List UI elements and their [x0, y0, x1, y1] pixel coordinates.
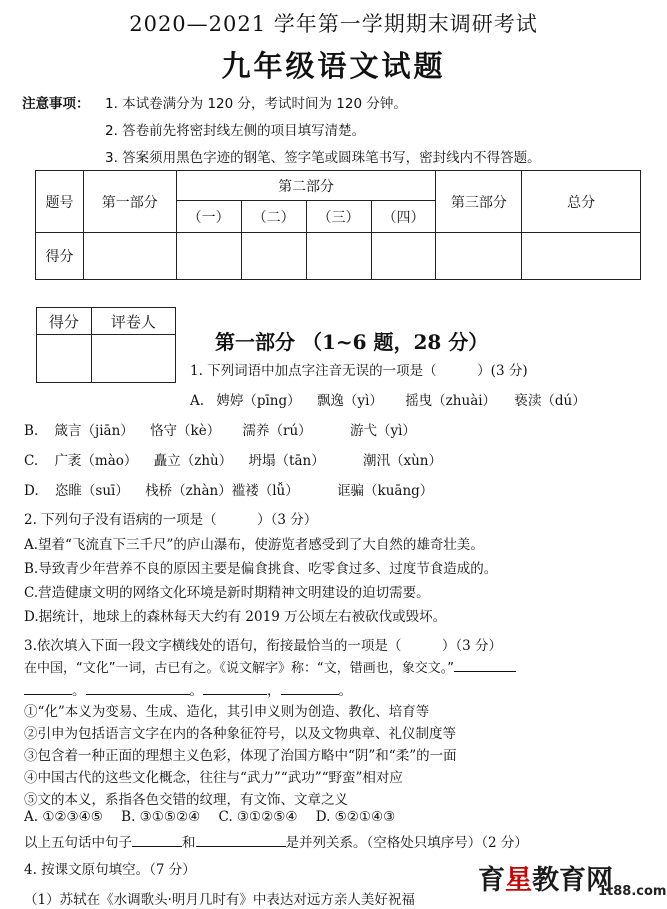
score-cell[interactable] [522, 233, 641, 280]
q3-choices: A. ①②③④⑤ B. ③①⑤②④ C. ③①②⑤④ D. ⑤②①④③ [24, 809, 396, 825]
row-score-label: 得分 [36, 233, 84, 280]
q3-sentence: ②引申为包括语言文字在内的各种象征符号，以及文物典章、礼仪制度等 [24, 726, 456, 742]
score-table [35, 170, 641, 280]
note-item: 3. 答案须用黑色字迹的钢笔、签字笔或圆珠笔书写，密封线内不得答题。 [105, 150, 541, 166]
note-item: 2. 答卷前先将密封线左侧的项目填写清楚。 [105, 123, 366, 139]
fill-blank[interactable] [203, 694, 267, 695]
grader-score-cell[interactable] [37, 335, 92, 383]
header-part2-sub: （二） [241, 201, 306, 233]
grader-box [36, 307, 176, 383]
header-part3: 第三部分 [436, 171, 522, 233]
score-cell[interactable] [176, 233, 241, 280]
exam-title: 2020—2021 学年第一学期期末调研考试 [129, 12, 538, 36]
header-part2-sub: （一） [176, 201, 241, 233]
watermark-logo: 育星教育网 [478, 865, 613, 896]
q2-option-b: B.导致青少年营养不良的原因主要是偏食挑食、吃零食过多、过度节食造成的。 [24, 561, 498, 577]
header-part2-sub: （三） [306, 201, 371, 233]
header-question-no: 题号 [36, 171, 84, 233]
q4-sub1: （1）苏轼在《水调歌头·明月几时有》中表达对远方亲人美好祝福 [24, 892, 415, 908]
q3-sentence: ①“化”本义为变易、生成、造化，其引申义则为创造、教化、培育等 [24, 704, 430, 720]
header-part1: 第一部分 [83, 171, 176, 233]
notes-label: 注意事项： [22, 96, 90, 112]
score-cell[interactable] [241, 233, 306, 280]
score-cell[interactable] [436, 233, 522, 280]
score-cell[interactable] [83, 233, 176, 280]
fill-blank[interactable] [86, 694, 190, 695]
q1-stem: 1. 下列词语中加点字注音无误的一项是（ ）(3 分) [190, 363, 528, 379]
score-cell[interactable] [306, 233, 371, 280]
q2-option-c: C.营造健康文明的网络文化环境是新时期精神文明建设的迫切需要。 [24, 585, 430, 601]
q3-sentence: ③包含着一种正面的理想主义色彩，体现了治国方略中“阴”和“柔”的一面 [24, 748, 457, 764]
fill-blank[interactable] [454, 671, 516, 672]
q3-sentence: ④中国古代的这些文化概念，往往与“武力”“武功”“野蛮”相对应 [24, 770, 403, 786]
header-part2-sub: （四） [371, 201, 436, 233]
grader-name-label: 评卷人 [91, 308, 175, 335]
header-total: 总分 [522, 171, 641, 233]
note-item: 1. 本试卷满分为 120 分，考试时间为 120 分钟。 [105, 96, 407, 112]
q2-stem: 2. 下列句子没有语病的一项是（ ）（3 分） [24, 512, 318, 528]
fill-blank[interactable] [132, 846, 182, 847]
q1-option-a: A. 娉婷（pīng） 飘逸（yì） 摇曳（zhuài） 亵渎（dú） [190, 393, 586, 409]
q1-option-b: B. 箴言（jiān） 恪守（kè） 濡养（rú） 游弋（yì） [24, 423, 416, 439]
q3-stem: 3.依次填入下面一段文字横线处的语句，衔接最恰当的一项是（ ）（3 分） [24, 638, 503, 654]
paper-title: 九年级语文试题 [221, 49, 446, 83]
grader-score-label: 得分 [37, 308, 92, 335]
header-part2: 第二部分 [176, 171, 436, 201]
q1-option-d: D. 恣睢（suī） 栈桥（zhàn）褴褛（lǚ） 诓骗（kuāng） [24, 483, 434, 499]
q3-fill: 以上五句话中句子 和 是并列关系。（空格处只填序号）（2 分） [24, 835, 528, 851]
q1-option-c: C. 广袤（mào） 矗立（zhù） 坍塌（tān） 潮汛（xùn） [24, 453, 443, 469]
fill-blank[interactable] [281, 694, 339, 695]
q3-passage: 在中国，“文化”一词，古已有之。《说文解字》称：“文，错画也，象交文。” [24, 657, 516, 676]
q2-option-a: A.望着“飞流直下三千尺”的庐山瀑布，使游览者感受到了大自然的雄奇壮美。 [24, 537, 484, 553]
grader-name-cell[interactable] [91, 335, 175, 383]
q3-blank-line: 。 。 ， 。 [24, 679, 352, 699]
q2-option-d: D.据统计，地球上的森林每天大约有 2019 万公顷左右被砍伐或毁坏。 [24, 609, 447, 625]
section-title: 第一部分 （1~6 题，28 分） [215, 330, 489, 354]
q3-sentence: ⑤文的本义，系指各色交错的纹理，有文饰、文章之义 [24, 792, 348, 808]
fill-blank[interactable] [196, 846, 286, 847]
q4-stem: 4. 按课文原句填空。（7 分） [24, 862, 196, 878]
watermark-url: 1t88.com [598, 884, 667, 899]
fill-blank[interactable] [24, 694, 72, 695]
score-cell[interactable] [371, 233, 436, 280]
